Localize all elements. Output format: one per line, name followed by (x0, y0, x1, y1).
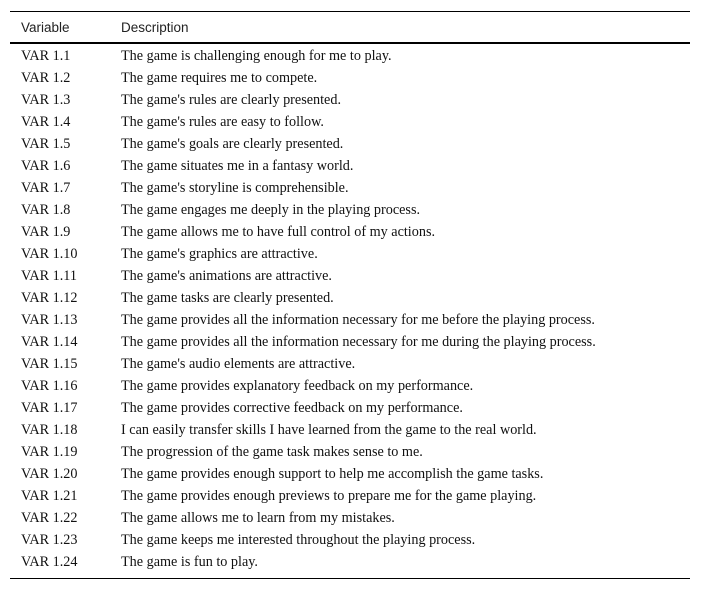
description-cell: The game's audio elements are attractive. (121, 355, 356, 372)
variable-cell: VAR 1.18 (21, 421, 78, 438)
variable-cell: VAR 1.22 (21, 509, 78, 526)
variable-cell: VAR 1.4 (21, 113, 71, 130)
table-row (10, 221, 690, 243)
variable-cell: VAR 1.15 (21, 355, 78, 372)
table-row (10, 67, 690, 89)
table-header-row (10, 12, 690, 42)
variable-cell: VAR 1.16 (21, 377, 78, 394)
variable-cell: VAR 1.14 (21, 333, 78, 350)
variable-cell: VAR 1.10 (21, 245, 78, 262)
table-row (10, 133, 690, 155)
description-cell: The progression of the game task makes sense to me. (121, 443, 423, 460)
description-cell: The game is fun to play. (121, 553, 258, 570)
description-cell: The game provides corrective feedback on my performance. (121, 399, 463, 416)
header-description: Description (121, 19, 189, 35)
description-cell: The game provides explanatory feedback on my performance. (121, 377, 474, 394)
description-cell: The game's goals are clearly presented. (121, 135, 344, 152)
description-cell: The game allows me to learn from my mistakes. (121, 509, 395, 526)
variable-cell: VAR 1.20 (21, 465, 78, 482)
table-row (10, 89, 690, 111)
description-cell: The game requires me to compete. (121, 69, 318, 86)
variable-cell: VAR 1.2 (21, 69, 71, 86)
table-row (10, 265, 690, 287)
table-row (10, 529, 690, 551)
description-cell: The game's storyline is comprehensible. (121, 179, 349, 196)
variable-cell: VAR 1.19 (21, 443, 78, 460)
variable-cell: VAR 1.5 (21, 135, 71, 152)
variable-cell: VAR 1.9 (21, 223, 71, 240)
table-row (10, 353, 690, 375)
table-row (10, 397, 690, 419)
variable-cell: VAR 1.8 (21, 201, 71, 218)
variable-cell: VAR 1.24 (21, 553, 78, 570)
description-cell: The game provides all the information necessary for me before the playing process. (121, 311, 595, 328)
table-row (10, 441, 690, 463)
table-body (10, 44, 690, 578)
description-cell: The game provides all the information necessary for me during the playing process. (121, 333, 596, 350)
table-row (10, 45, 690, 67)
variable-cell: VAR 1.13 (21, 311, 78, 328)
table-bottom-rule (10, 578, 690, 579)
table-row (10, 243, 690, 265)
variable-cell: VAR 1.7 (21, 179, 71, 196)
header-variable: Variable (21, 19, 70, 35)
table-row (10, 551, 690, 573)
table-row (10, 419, 690, 441)
description-cell: The game's animations are attractive. (121, 267, 332, 284)
table-row (10, 507, 690, 529)
description-cell: The game's graphics are attractive. (121, 245, 318, 262)
description-cell: The game's rules are easy to follow. (121, 113, 324, 130)
description-cell: The game is challenging enough for me to play. (121, 47, 392, 64)
table-row (10, 155, 690, 177)
description-cell: The game provides enough support to help me accomplish the game tasks. (121, 465, 544, 482)
table-row (10, 375, 690, 397)
table-row (10, 463, 690, 485)
table-row (10, 485, 690, 507)
description-cell: The game's rules are clearly presented. (121, 91, 341, 108)
table-row (10, 111, 690, 133)
variable-cell: VAR 1.17 (21, 399, 78, 416)
description-cell: The game situates me in a fantasy world. (121, 157, 354, 174)
variable-cell: VAR 1.23 (21, 531, 78, 548)
variable-cell: VAR 1.6 (21, 157, 71, 174)
table-row (10, 331, 690, 353)
description-cell: The game tasks are clearly presented. (121, 289, 334, 306)
variable-cell: VAR 1.21 (21, 487, 78, 504)
variable-table (10, 11, 690, 579)
description-cell: The game engages me deeply in the playing process. (121, 201, 421, 218)
description-cell: The game keeps me interested throughout the playing process. (121, 531, 476, 548)
variable-cell: VAR 1.12 (21, 289, 78, 306)
table-row (10, 199, 690, 221)
variable-cell: VAR 1.1 (21, 47, 71, 64)
description-cell: I can easily transfer skills I have learned from the game to the real world. (121, 421, 537, 438)
description-cell: The game allows me to have full control of my actions. (121, 223, 436, 240)
table-row (10, 287, 690, 309)
variable-cell: VAR 1.3 (21, 91, 71, 108)
description-cell: The game provides enough previews to prepare me for the game playing. (121, 487, 537, 504)
table-row (10, 309, 690, 331)
variable-cell: VAR 1.11 (21, 267, 77, 284)
table-row (10, 177, 690, 199)
